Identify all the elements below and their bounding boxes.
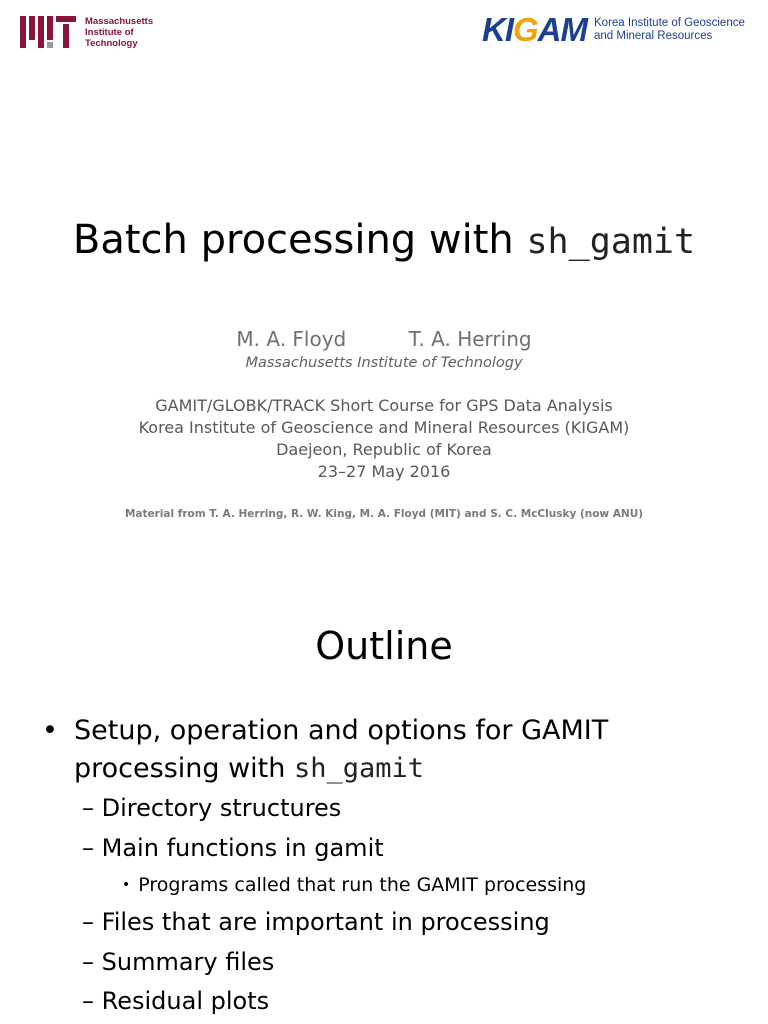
sub-sub-bullet-text: Programs called that run the GAMIT processing: [138, 874, 587, 896]
course-line: GAMIT/GLOBK/TRACK Short Course for GPS Data Analysis: [155, 396, 613, 415]
material-credit: Material from T. A. Herring, R. W. King, M. A. Floyd (MIT) and S. C. McClusky (now ANU): [124, 508, 644, 520]
authors: [0, 327, 768, 351]
dash-marker: –: [82, 834, 94, 862]
mit-bars-icon: [20, 16, 76, 48]
dash-marker: –: [82, 908, 94, 936]
mit-wordmark-line: Technology: [85, 38, 138, 49]
sub-bullet-item: [82, 906, 550, 938]
kigam-wordmark-part: KI: [482, 11, 513, 48]
mit-logo: [20, 16, 153, 49]
sub-bullet-item: [82, 792, 341, 824]
slide-title: Outline: [315, 624, 453, 668]
slide-title: [0, 214, 768, 268]
mit-wordmark-line: Institute of: [85, 27, 134, 38]
course-line: 23–27 May 2016: [317, 462, 451, 481]
bullet-marker: •: [42, 715, 58, 746]
bullet-text: Setup, operation and options for GAMIT processing with: [74, 715, 609, 784]
kigam-wordmark-part: AM: [537, 11, 587, 48]
dash-marker: –: [82, 794, 94, 822]
sub-bullet-text: Main functions in gamit: [101, 834, 384, 862]
affiliation: Massachusetts Institute of Technology: [245, 355, 523, 371]
kigam-wordmark-accent: G: [513, 11, 538, 48]
sub-bullet-item: [82, 985, 269, 1017]
dash-marker: –: [82, 987, 94, 1015]
bullet-code: sh_gamit: [293, 753, 425, 784]
sub-bullet-item: [82, 832, 384, 864]
kigam-subtitle-line: and Mineral Resources: [594, 30, 713, 42]
dash-marker: –: [82, 948, 94, 976]
title-code: sh_gamit: [526, 222, 696, 262]
kigam-wordmark: [482, 12, 587, 48]
mit-wordmark: [85, 16, 153, 49]
mit-wordmark-line: Massachusetts: [85, 16, 154, 27]
outline-slide: [0, 576, 768, 1024]
author-name: M. A. Floyd: [236, 327, 347, 351]
title-text: Batch processing with: [72, 217, 514, 263]
course-info: [0, 395, 768, 483]
kigam-subtitle-line: Korea Institute of Geoscience: [594, 17, 745, 29]
course-line: Daejeon, Republic of Korea: [276, 440, 492, 459]
kigam-logo: [482, 12, 745, 48]
sub-bullet-text: Files that are important in processing: [101, 908, 550, 936]
bullet-marker: •: [122, 877, 131, 893]
sub-sub-bullet-item: [122, 872, 586, 900]
sub-bullet-text: Summary files: [101, 948, 275, 976]
sub-bullet-item: [82, 946, 274, 978]
author-name: T. A. Herring: [408, 327, 532, 351]
kigam-subtitle: [594, 17, 745, 43]
sub-bullet-text: Directory structures: [101, 794, 342, 822]
sub-bullet-text: Residual plots: [101, 987, 270, 1015]
course-line: Korea Institute of Geoscience and Mineral Resources (KIGAM): [138, 418, 630, 437]
bullet-item: [42, 712, 734, 788]
